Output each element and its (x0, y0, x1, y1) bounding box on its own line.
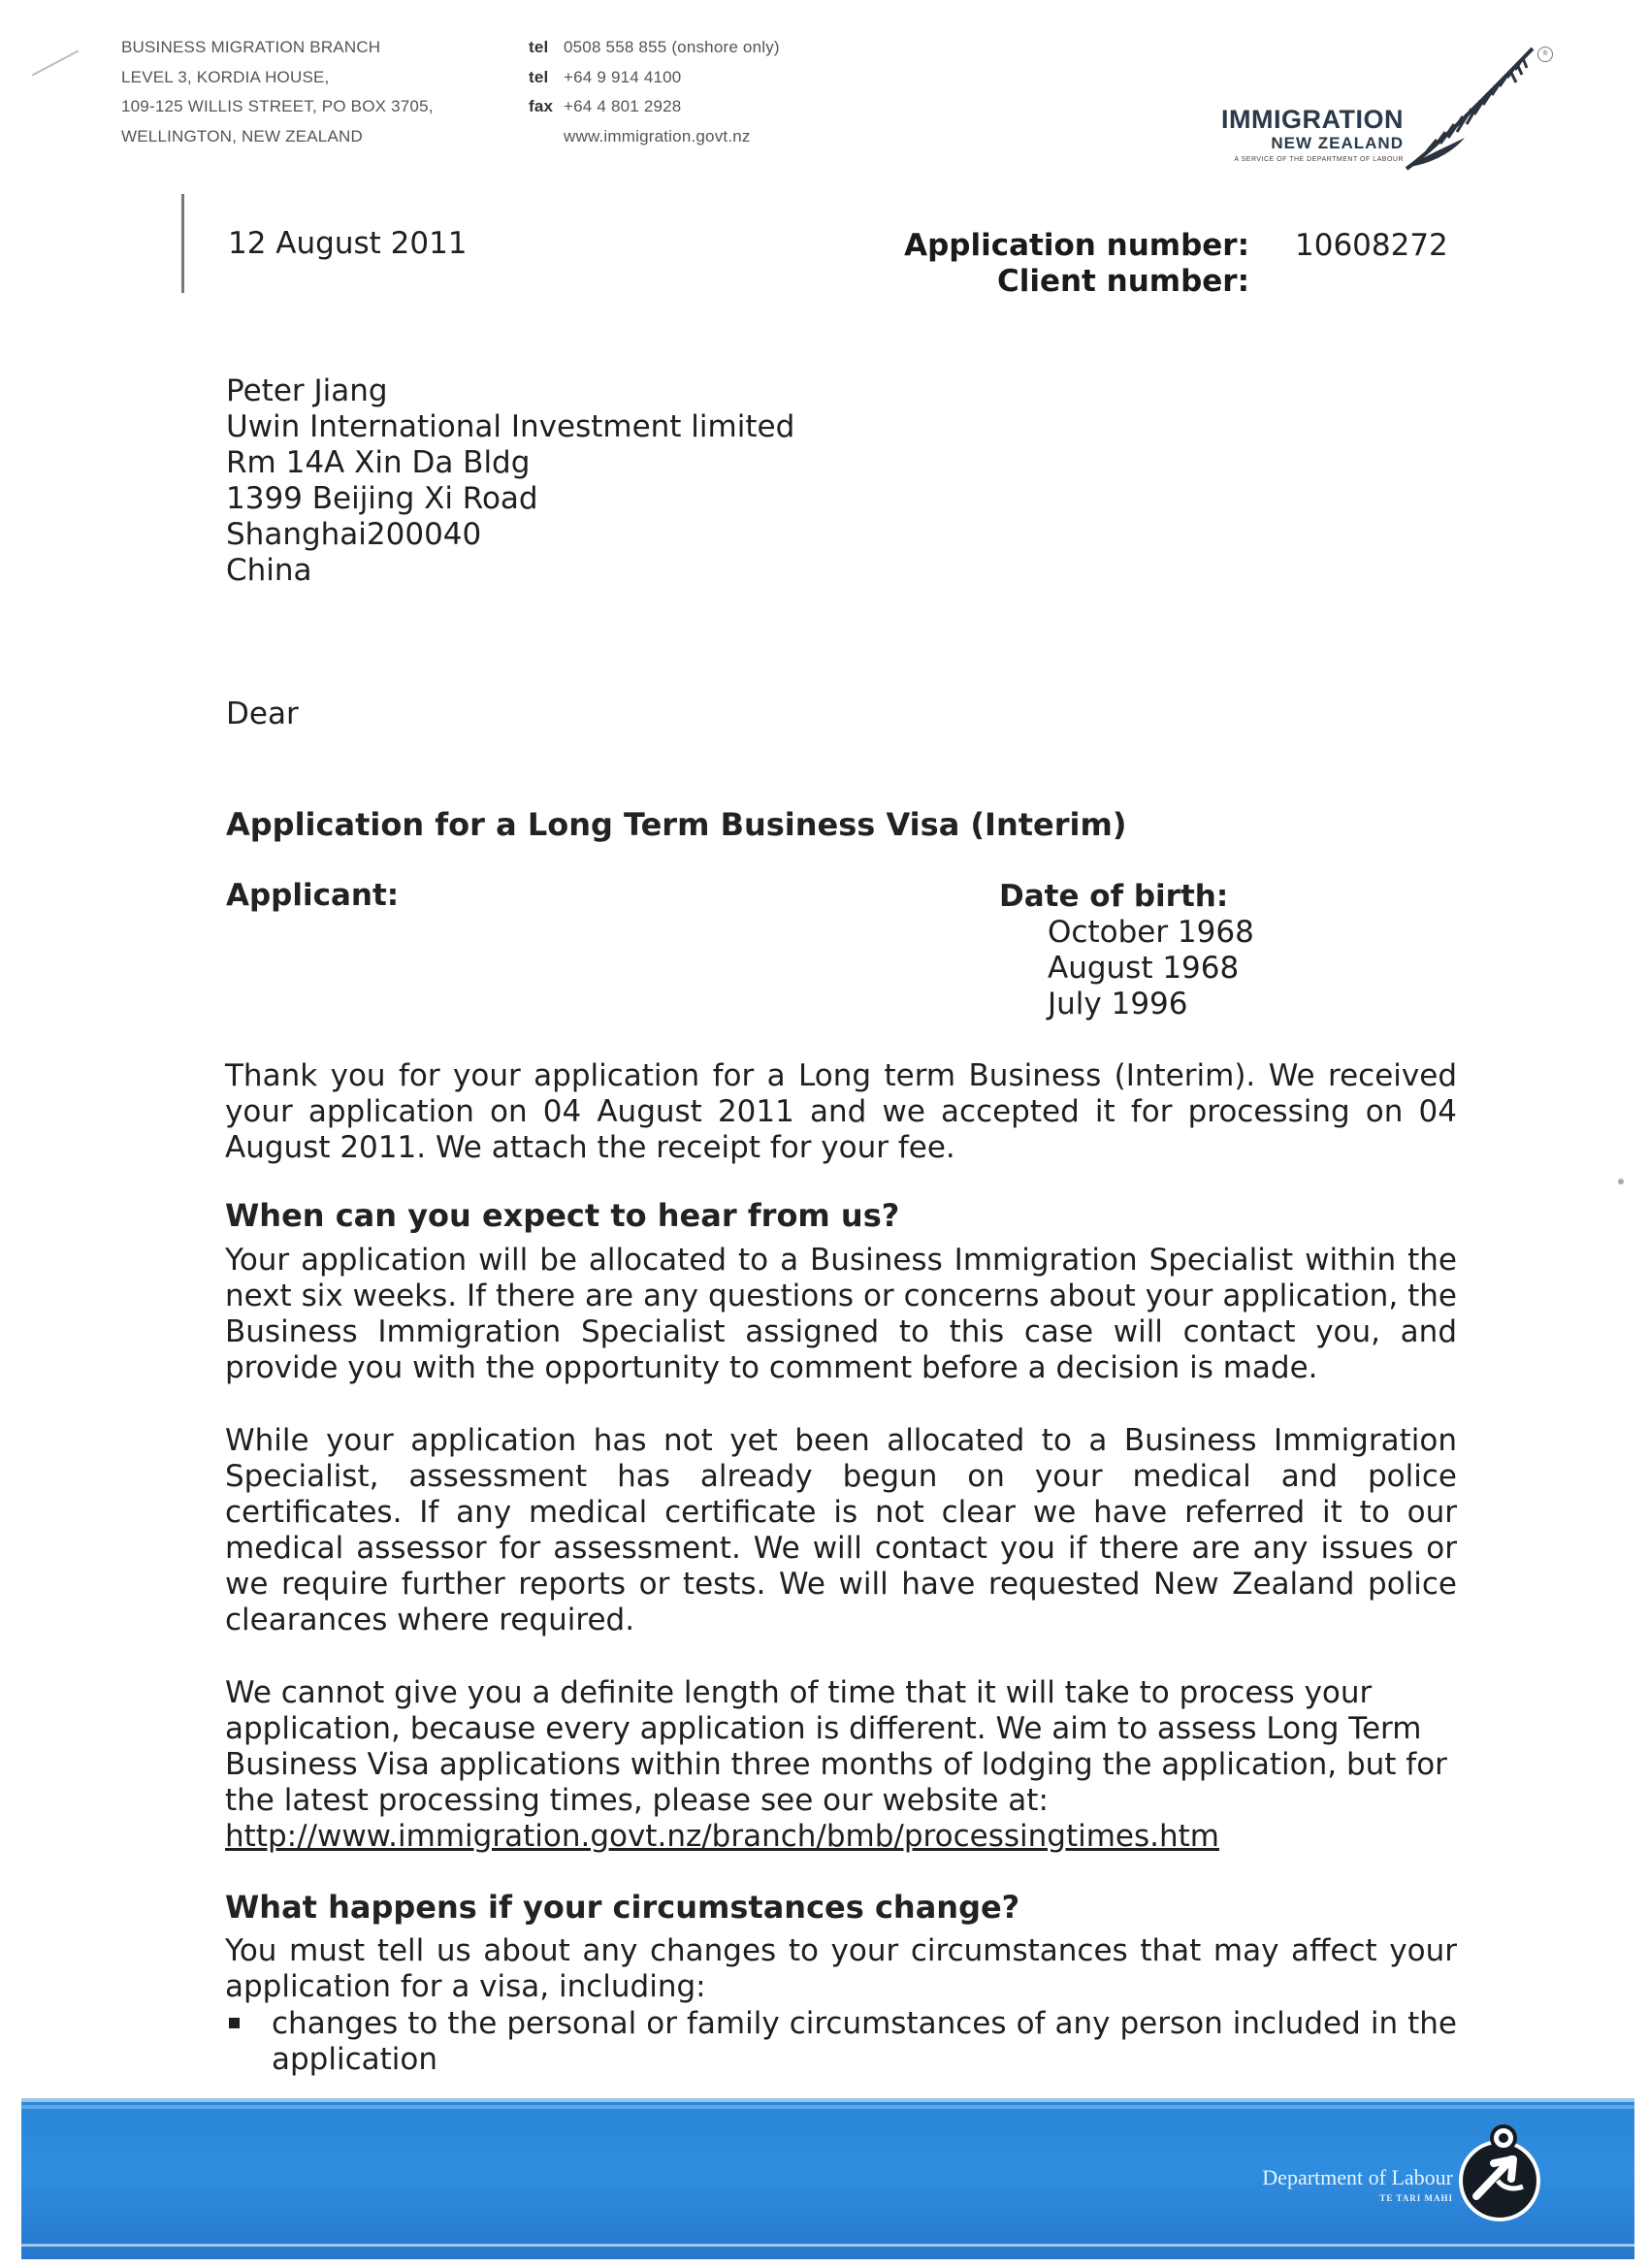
salutation: Dear (226, 697, 299, 731)
paragraph-circumstances: You must tell us about any changes to your circumstances that may affect your application for a visa, including: (225, 1933, 1457, 2004)
client-number-label: Client number: (996, 264, 1249, 299)
paragraph-assessment: While your application has not yet been allocated to a Business Immigration Specialist, assessment has already begun on your medical and police certificates. If any medical certificate is not clear we have referred it to our medical assessor for assessment. We will contact you if there are any issues or we require further reports or tests. We will have requested New Zealand police clearances where required. (225, 1423, 1457, 1637)
contact-fax: fax +64 4 801 2928 (529, 97, 682, 115)
dob-label: Date of birth: (999, 879, 1229, 914)
scan-margin-mark (181, 194, 184, 293)
footer-stripe (21, 2105, 1634, 2109)
processing-times-link[interactable]: http://www.immigration.govt.nz/branch/bmb/processingtimes.htm (225, 1819, 1219, 1854)
recipient-company: Uwin International Investment limited (226, 409, 795, 444)
address-line: WELLINGTON, NEW ZEALAND (121, 126, 363, 146)
dob-item: July 1996 (1048, 987, 1188, 1021)
bullet-item: changes to the personal or family circumstances of any person included in the application (272, 2006, 1457, 2077)
dob-item: October 1968 (1048, 915, 1254, 950)
bullet-square-icon (229, 2018, 240, 2028)
application-number-label: Application number: (904, 228, 1249, 263)
address-line: 109-125 WILLIS STREET, PO BOX 3705, (121, 97, 434, 115)
paragraph-processing-time: We cannot give you a definite length of time that it will take to process your application, because every application is different. We aim to assess Long Term Business Visa applications within three months of lodging the application, but for the latest processing times, please see our website at: (225, 1675, 1447, 1818)
recipient-line: Shanghai200040 (226, 517, 482, 552)
department-of-labour-logo-icon (1455, 2121, 1544, 2227)
recipient-line: 1399 Beijing Xi Road (226, 481, 538, 516)
registered-mark: ® (1537, 47, 1553, 62)
logo-subtitle: NEW ZEALAND (1271, 134, 1404, 152)
dob-list (1048, 915, 1254, 1022)
scan-speck (1618, 1179, 1624, 1184)
scan-artifact (32, 49, 80, 76)
contact-phone: tel +64 9 914 4100 (529, 67, 682, 86)
heading-circumstances: What happens if your circumstances change? (225, 1889, 1020, 1926)
address-line: BUSINESS MIGRATION BRANCH (121, 38, 381, 56)
paragraph-allocation: Your application will be allocated to a Business Immigration Specialist within the next six weeks. If there are any questions or concerns about your application, the Business Immigration Specialist assigned to this case will contact you, and provide you with the opportunity to comment before a decision is made. (225, 1243, 1457, 1385)
footer-org-sub: TE TARI MAHI (1379, 2193, 1453, 2203)
paragraph-acknowledgement: Thank you for your application for a Long term Business (Interim). We received your application on 04 August 2011 and we accepted it for processing on 04 August 2011. We attach the receipt for your fee. (225, 1058, 1457, 1165)
sender-address (121, 33, 434, 151)
recipient-address (226, 373, 794, 589)
logo-title: IMMIGRATION (1221, 105, 1404, 134)
contact-phone-onshore: tel 0508 558 855 (onshore only) (529, 38, 780, 56)
contact-details (529, 33, 780, 151)
department-of-labour-wordmark (1164, 2165, 1453, 2206)
reference-labels (776, 228, 1249, 300)
contact-website[interactable]: www.immigration.govt.nz (564, 126, 751, 146)
footer-bottom-line (21, 2244, 1634, 2247)
recipient-country: China (226, 553, 312, 588)
silver-fern-icon (1397, 41, 1537, 177)
subject-line: Application for a Long Term Business Visa (Interim) (226, 806, 1127, 843)
footer-org: Department of Labour (1262, 2165, 1453, 2189)
address-line: LEVEL 3, KORDIA HOUSE, (121, 67, 330, 86)
logo-tagline: A SERVICE OF THE DEPARTMENT OF LABOUR (1234, 156, 1404, 163)
applicant-label: Applicant: (226, 878, 400, 913)
application-number: 10608272 (1295, 228, 1448, 263)
recipient-line: Rm 14A Xin Da Bldg (226, 445, 531, 480)
dob-item: August 1968 (1048, 951, 1240, 986)
heading-when-to-hear: When can you expect to hear from us? (225, 1197, 900, 1234)
immigration-nz-logo (1198, 105, 1404, 167)
letter-date: 12 August 2011 (228, 226, 468, 261)
recipient-name: Peter Jiang (226, 373, 388, 408)
